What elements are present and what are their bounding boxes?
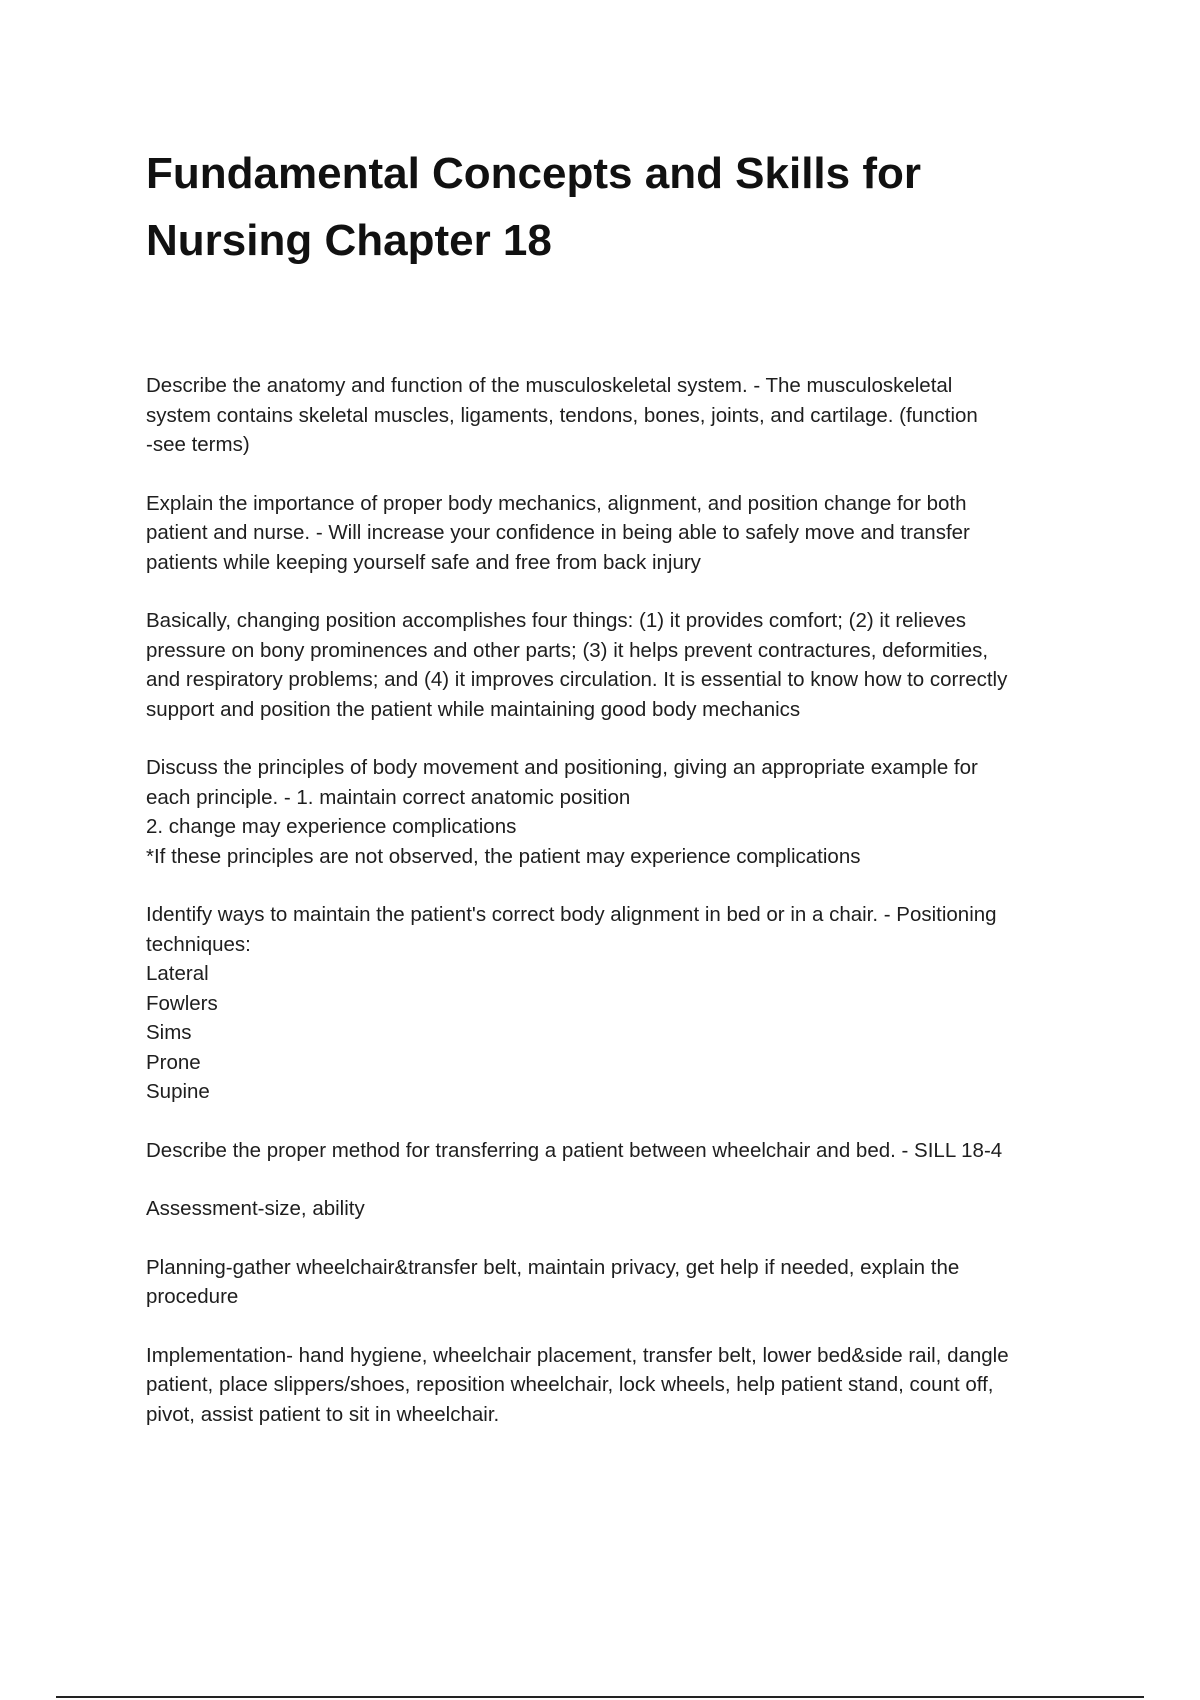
text-line: *If these principles are not observed, the patient may experience complications — [146, 844, 861, 868]
title-line: Nursing Chapter 18 — [146, 216, 552, 265]
text-line: 2. change may experience complications — [146, 815, 517, 838]
text-line: Supine — [146, 1080, 210, 1103]
text-line: procedure — [146, 1285, 239, 1308]
text-line: Assessment-size, ability — [146, 1197, 365, 1220]
flashcard-entry — [146, 1136, 1076, 1166]
document-body — [146, 371, 1076, 1458]
text-line: Planning-gather wheelchair&transfer belt, maintain privacy, get help if needed, explain the — [146, 1255, 960, 1279]
text-line: Sims — [146, 1021, 192, 1044]
flashcard-entry — [146, 489, 1076, 578]
page-title — [146, 140, 1046, 274]
flashcard-entry — [146, 753, 1076, 871]
text-line: Lateral — [146, 962, 209, 985]
flashcard-entry — [146, 606, 1076, 724]
text-line: patient, place slippers/shoes, reposition wheelchair, lock wheels, help patient stand, count off, — [146, 1373, 994, 1396]
text-line: and respiratory problems; and (4) it improves circulation. It is essential to know how to correctly — [146, 668, 1008, 691]
text-line: Describe the proper method for transferring a patient between wheelchair and bed. - SILL 18-4 — [146, 1138, 1003, 1162]
text-line: each principle. - 1. maintain correct anatomic position — [146, 785, 631, 809]
text-line: Fowlers — [146, 991, 218, 1015]
text-line: Implementation- hand hygiene, wheelchair placement, transfer belt, lower bed&side rail, dangle — [146, 1343, 1009, 1367]
text-line: system contains skeletal muscles, ligaments, tendons, bones, joints, and cartilage. (function — [146, 403, 978, 427]
text-line: Basically, changing position accomplishes four things: (1) it provides comfort; (2) it relieves — [146, 609, 966, 632]
text-line: Identify ways to maintain the patient's correct body alignment in bed or in a chair. - Positioning — [146, 903, 997, 926]
text-line: Discuss the principles of body movement and positioning, giving an appropriate example for — [146, 756, 978, 779]
title-line: Fundamental Concepts and Skills for — [146, 149, 922, 198]
text-line: patient and nurse. - Will increase your confidence in being able to safely move and transfer — [146, 521, 970, 544]
flashcard-entry — [146, 1194, 1076, 1224]
text-line: -see terms) — [146, 433, 250, 456]
text-line: pressure on bony prominences and other parts; (3) it helps prevent contractures, deformities, — [146, 638, 989, 662]
footer-divider — [56, 1696, 1144, 1698]
flashcard-entry — [146, 1341, 1076, 1430]
text-line: techniques: — [146, 932, 251, 956]
flashcard-entry — [146, 371, 1076, 460]
text-line: support and position the patient while maintaining good body mechanics — [146, 697, 801, 721]
flashcard-entry — [146, 1253, 1076, 1312]
text-line: Prone — [146, 1050, 201, 1074]
text-line: patients while keeping yourself safe and free from back injury — [146, 550, 701, 574]
flashcard-entry — [146, 900, 1076, 1107]
text-line: Explain the importance of proper body mechanics, alignment, and position change for both — [146, 491, 967, 515]
text-line: pivot, assist patient to sit in wheelchair. — [146, 1402, 500, 1426]
text-line: Describe the anatomy and function of the musculoskeletal system. - The musculoskeletal — [146, 374, 953, 397]
